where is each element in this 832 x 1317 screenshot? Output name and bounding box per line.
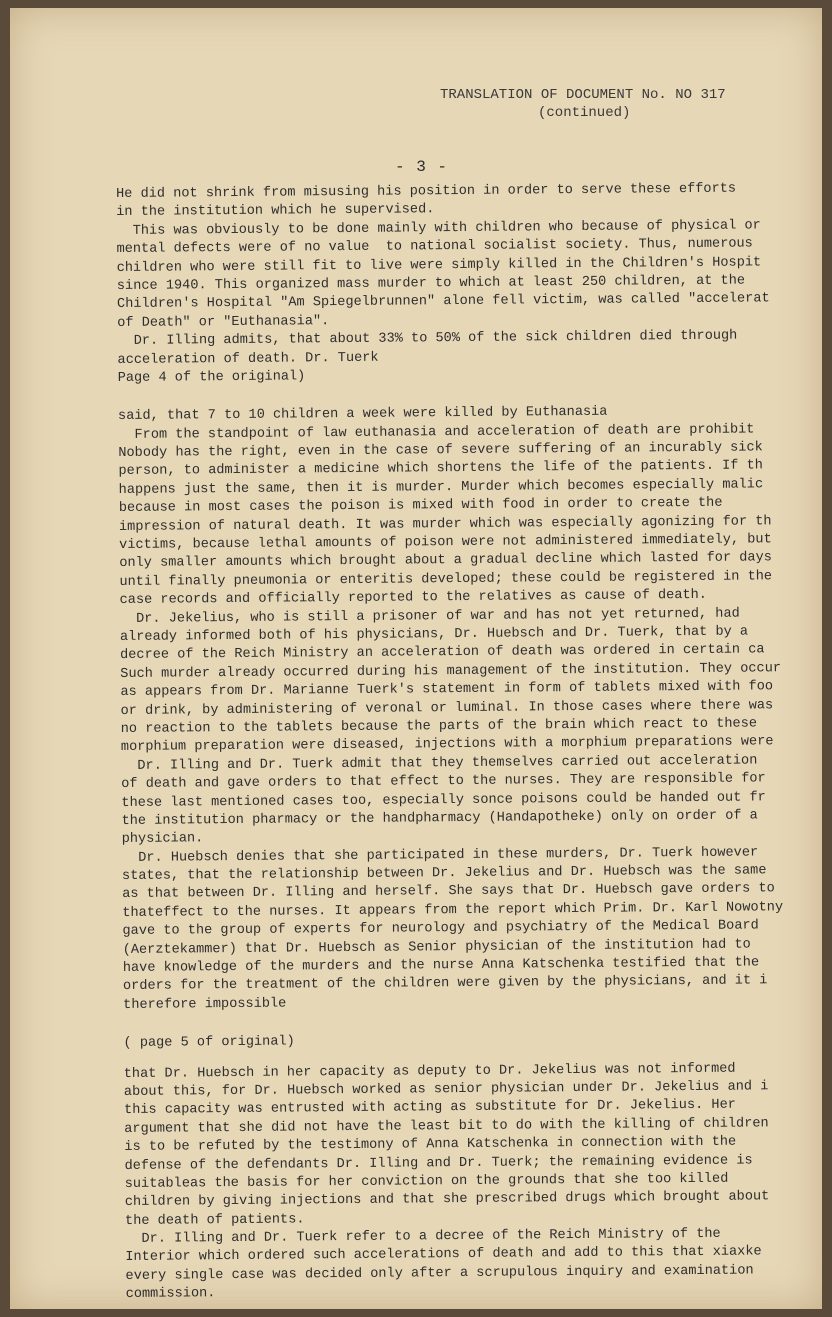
- text-line: that Dr. Huebsch in her capacity as deputy to Dr. Jekelius was not informed: [123, 1061, 736, 1082]
- text-line: children who were still fit to live were simply killed in the Children's Hospit: [116, 254, 762, 276]
- text-line: of death and gave orders to that effect to the nurses. They are responsible for: [121, 771, 766, 793]
- text-line: Dr. Illing admits, that about 33% to 50% of the sick children died through: [117, 328, 738, 350]
- text-line: these last mentioned cases too, especially sonce poisons could be handed out fr: [121, 789, 766, 811]
- section-1: [116, 180, 818, 388]
- page-number: - 3 -: [395, 158, 449, 176]
- text-line: argument that she did not have the least bit to do with the killing of children: [124, 1116, 769, 1137]
- text-line: morphium preparation were diseased, injections with a morphium preparations were: [120, 734, 774, 756]
- text-line: states, that the relationship between Dr. Jekelius and Dr. Huebsch was the same: [121, 863, 767, 885]
- text-line: (Aerztekammer) that Dr. Huebsch as Senior physician of the institution had to: [122, 937, 751, 958]
- text-line: victims, because lethal amounts of poison were not administered immediately, but: [119, 532, 772, 554]
- text-line: Dr. Illing and Dr. Tuerk refer to a decree of the Reich Ministry of the: [125, 1226, 721, 1248]
- text-line: Dr. Jekelius, who is still a prisoner of war and has not yet returned, had: [119, 606, 740, 627]
- document-body: [116, 180, 822, 1305]
- text-line: commission.: [125, 1286, 216, 1303]
- text-line: impression of natural death. It was murder which was especially agonizing for th: [118, 513, 772, 535]
- text-line: therefore impossible: [123, 996, 287, 1013]
- text-line: happens just the same, then it is murder. Murder which becomes especially malic: [118, 477, 764, 498]
- text-line: person, to administer a medicine which shortens the life of the patients. If th: [118, 458, 763, 480]
- text-line: only smaller amounts which brought about a gradual decline which lasted for days: [119, 550, 772, 572]
- document-subtitle: (continued): [538, 105, 631, 121]
- text-line: mental defects were of no value to national socialist society. Thus, numerous: [116, 236, 753, 258]
- section-2: [118, 402, 822, 1015]
- text-line: until finally pneumonia or enteritis developed; these could be registered in the: [119, 569, 773, 590]
- text-line: in the institution which he supervised.: [116, 202, 435, 221]
- text-line: physician.: [121, 831, 204, 848]
- text-line: defense of the defendants Dr. Illing and Dr. Tuerk; the remaining evidence is: [124, 1153, 753, 1174]
- text-line: decree of the Reich Ministry an acceleration of death was ordered in certain ca: [120, 642, 765, 664]
- text-line: the institution pharmacy or the handpharmacy (Handapotheke) only on order of a: [121, 808, 758, 829]
- text-line: suitableas the basis for her conviction on the grounds that she too killed: [124, 1171, 729, 1192]
- text-line: Such murder already occurred during his management of the institution. They occur: [120, 660, 782, 682]
- document-header: [440, 86, 770, 122]
- text-line: acceleration of death. Dr. Tuerk: [117, 350, 379, 368]
- text-line: or drink, by administering of veronal or luminal. In those cases where there was: [120, 697, 774, 719]
- text-line: have knowledge of the murders and the nurse Anna Katschenka testified that the: [122, 955, 760, 976]
- text-line: the death of patients.: [124, 1212, 305, 1229]
- text-line: no reaction to the tablets because the parts of the brain which react to these: [120, 716, 758, 737]
- text-line: gave to the group of experts for neurology and psychiatry of the Medical Board: [122, 918, 759, 940]
- text-line: Page 4 of the original): [117, 369, 306, 386]
- document-page: [10, 8, 822, 1309]
- text-line: Children's Hospital "Am Spiegelbrunnen" alone fell victim, was called "accelerat: [116, 291, 770, 313]
- document-title: TRANSLATION OF DOCUMENT No. NO 317: [440, 87, 726, 103]
- text-line: is to be refuted by the testimony of Anna Katschenka in connection with the: [124, 1134, 737, 1156]
- text-line: said, that 7 to 10 children a week were killed by Euthanasia: [117, 405, 608, 425]
- section-3: [124, 1059, 822, 1304]
- text-line: Dr. Illing and Dr. Tuerk admit that they themselves carried out acceleration: [120, 753, 758, 774]
- text-line: since 1940. This organized mass murder to which at least 250 children, at the: [116, 273, 746, 294]
- text-line: as that between Dr. Illing and herself. She says that Dr. Huebsch gave orders to: [122, 881, 775, 903]
- text-line: case records and officially reported to the relatives as cause of death.: [119, 588, 708, 609]
- text-line: Dr. Huebsch denies that she participated in these murders, Dr. Tuerk however: [121, 845, 759, 866]
- text-line: From the standpoint of law euthanasia and acceleration of death are prohibit: [118, 422, 755, 443]
- text-line: children by giving injections and that she prescribed drugs which brought about: [124, 1189, 770, 1211]
- text-line: He did not shrink from misusing his position in order to serve these efforts: [116, 181, 737, 202]
- text-line: Interior which ordered such accelerations of death and add to this that xiaxke: [125, 1244, 762, 1266]
- text-line: every single case was decided only after a scrupulous inquiry and examination: [125, 1263, 754, 1284]
- page-reference: ( page 5 of original): [123, 1034, 295, 1052]
- text-line: Nobody has the right, even in the case of severe suffering of an incurably sick: [118, 440, 763, 462]
- text-line: This was obviously to be done mainly with children who because of physical or: [116, 218, 761, 239]
- text-line: as appears from Dr. Marianne Tuerk's statement in form of tablets mixed with foo: [120, 679, 774, 701]
- text-line: this capacity was entrusted with acting as substitute for Dr. Jekelius. Her: [124, 1097, 736, 1119]
- text-line: because in most cases the poison is mixed with food in order to create the: [118, 495, 723, 517]
- text-line: already informed both of his physicians, Dr. Huebsch and Dr. Tuerk, that by a: [119, 624, 749, 645]
- text-line: of Death" or "Euthanasia".: [117, 313, 330, 331]
- text-line: orders for the treatment of the children were given by the physicians, and it i: [122, 973, 768, 995]
- text-line: thateffect to the nurses. It appears from the report which Prim. Dr. Karl Nowotny: [122, 900, 784, 921]
- text-line: about this, for Dr. Huebsch worked as senior physician under Dr. Jekelius and i: [123, 1079, 769, 1100]
